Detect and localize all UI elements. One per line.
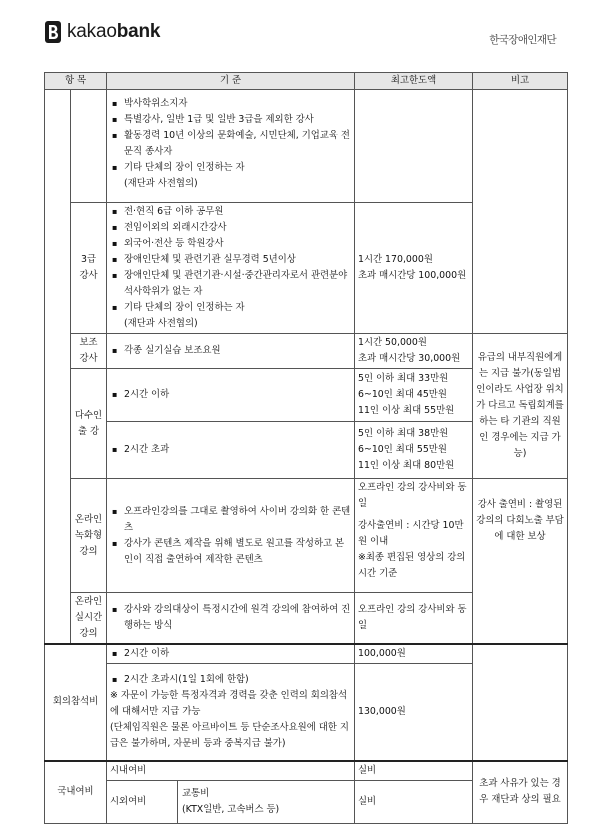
limit-cell: 실비 bbox=[355, 761, 473, 781]
header-criteria: 기 준 bbox=[107, 73, 355, 90]
kakaobank-b-icon bbox=[45, 21, 61, 43]
limit-value: 강사출연비 : 시간당 10만원 이내 bbox=[358, 520, 464, 547]
list-item: ▪ 강사와 강의대상이 특정시간에 원격 강의에 참여하여 진행하는 방식 bbox=[110, 602, 351, 634]
criteria-cell bbox=[107, 369, 355, 422]
limit-cell bbox=[355, 422, 473, 479]
list-item: ▪ 활동경력 10년 이상의 문화예술, 시민단체, 기업교육 전문직 종사자 bbox=[110, 128, 351, 160]
remark-cell: 강사 출연비 : 촬영된 강의의 다회노출 부담에 대한 보상 bbox=[473, 479, 568, 645]
sub-item-detail bbox=[178, 781, 283, 823]
criteria-cell bbox=[107, 90, 355, 203]
item-label: 온라인 bbox=[74, 513, 103, 525]
list-item: ▪ 전임이외의 외래시간강사 bbox=[110, 220, 351, 236]
limit-value: 1시간 50,000원 bbox=[358, 337, 427, 348]
kakaobank-wordmark: kakaobank bbox=[67, 21, 161, 42]
criteria-cell bbox=[107, 334, 355, 369]
limit-cell: 실비 bbox=[355, 781, 473, 824]
item-label: 보조 bbox=[79, 337, 98, 348]
item-label: 강의 bbox=[79, 545, 98, 557]
remark-cell: 초과 사유가 있는 경우 재단과 상의 필요 bbox=[473, 761, 568, 824]
item-cell bbox=[71, 334, 107, 369]
foundation-wordmark: 한국장애인재단 bbox=[489, 34, 556, 46]
group-cell-lecturer bbox=[45, 90, 71, 645]
sub-item-label: 시외여비 bbox=[107, 781, 178, 823]
item-cell: 국내여비 bbox=[45, 761, 107, 824]
criteria-cell bbox=[107, 593, 355, 645]
limit-value: 초과 매시간당 100,000원 bbox=[358, 270, 467, 281]
detail-text: (KTX일반, 고속버스 등) bbox=[182, 804, 280, 815]
criteria-cell bbox=[107, 644, 355, 664]
list-item: ▪ 2시간 초과시(1일 1회에 한함) bbox=[110, 672, 351, 688]
table-row bbox=[45, 90, 568, 203]
item-cell bbox=[71, 369, 107, 479]
limit-cell bbox=[355, 203, 473, 334]
header-remark: 비고 bbox=[473, 73, 568, 90]
item-label: 온라인 bbox=[74, 596, 103, 607]
item-label: 강사 bbox=[79, 270, 98, 281]
limit-cell bbox=[355, 334, 473, 369]
criteria-note: (단체임직원은 물론 아르바이트 등 단순조사요원에 대한 지급은 불가하며, 자문비 등과 중복지급 불가) bbox=[110, 721, 349, 749]
list-item: ▪ 외국어·전산 등 학원강사 bbox=[110, 236, 351, 252]
remark-cell bbox=[473, 644, 568, 761]
limit-note: ※최종 편집된 영상의 강의시간 기준 bbox=[358, 552, 466, 579]
criteria-note: (재단과 사전협의) bbox=[124, 318, 198, 329]
list-item: ▪ 각종 실기실습 보조요원 bbox=[110, 343, 351, 359]
limit-value: 6~10인 최대 55만원 bbox=[358, 444, 447, 455]
item-label: 강사 bbox=[79, 353, 98, 364]
list-item: ▪ 기타 단체의 장이 인정하는 자 bbox=[110, 160, 351, 176]
limit-value: 초과 매시간당 30,000원 bbox=[358, 353, 461, 364]
limit-cell bbox=[355, 90, 473, 203]
list-item: ▪ 기타 단체의 장이 인정하는 자 bbox=[110, 300, 351, 316]
detail-text: 교통비 bbox=[182, 788, 210, 799]
criteria-cell bbox=[107, 479, 355, 593]
table-row bbox=[45, 644, 568, 664]
list-item: ▪ 특별강사, 일반 1급 및 일반 3급을 제외한 강사 bbox=[110, 112, 351, 128]
table-row bbox=[45, 334, 568, 369]
remark-cell bbox=[473, 90, 568, 334]
item-cell bbox=[71, 479, 107, 593]
item-cell: 회의참석비 bbox=[45, 644, 107, 761]
criteria-note: ※ 자문이 가능한 특정자격과 경력을 갖춘 인력의 회의참석에 대해서만 지급 가능 bbox=[110, 689, 348, 717]
limit-value: 5인 이하 최대 33만원 bbox=[358, 373, 449, 384]
limit-value: 오프라인 강의 강사비와 동일 bbox=[358, 482, 467, 509]
kakaobank-logo bbox=[45, 21, 160, 43]
item-cell bbox=[71, 203, 107, 334]
item-label: 3급 bbox=[80, 254, 97, 265]
expense-criteria-table bbox=[44, 72, 568, 824]
list-item: ▪ 장애인단체 및 관련기관·시설·중간관리자로서 관련분야 석사학위가 없는 자 bbox=[110, 268, 351, 300]
page-header bbox=[0, 0, 611, 70]
remark-cell: 유급의 내부직원에게는 지급 불가(동일법인이라도 사업장 위치가 다르고 독립회계를 하는 타 기관의 직원인 경우에는 지급 가능) bbox=[473, 334, 568, 479]
limit-value: 1시간 170,000원 bbox=[358, 254, 433, 265]
limit-value: 11인 이상 최대 80만원 bbox=[358, 460, 455, 471]
item-label: 출 강 bbox=[77, 425, 100, 437]
item-label: 다수인 bbox=[74, 409, 103, 421]
limit-value: 6~10인 최대 45만원 bbox=[358, 389, 447, 400]
list-item: ▪ 전·현직 6급 이하 공무원 bbox=[110, 204, 351, 220]
table-header-row bbox=[45, 73, 568, 90]
limit-cell bbox=[355, 369, 473, 422]
limit-value: 11인 이상 최대 55만원 bbox=[358, 405, 455, 416]
item-cell bbox=[71, 90, 107, 203]
limit-cell: 100,000원 bbox=[355, 644, 473, 664]
criteria-cell bbox=[107, 203, 355, 334]
header-limit: 최고한도액 bbox=[355, 73, 473, 90]
list-item: ▪ 2시간 초과 bbox=[110, 442, 351, 458]
item-cell bbox=[71, 593, 107, 645]
list-item: ▪ 박사학위소지자 bbox=[110, 96, 351, 112]
korea-disability-foundation-logo bbox=[487, 32, 556, 47]
limit-cell: 오프라인 강의 강사비와 동일 bbox=[355, 593, 473, 645]
table-row bbox=[45, 761, 568, 781]
list-item: ▪ 오프라인강의를 그대로 촬영하여 사이버 강의화 한 콘텐츠 bbox=[110, 504, 351, 536]
item-label: 강의 bbox=[79, 628, 98, 639]
criteria-cell bbox=[107, 422, 355, 479]
criteria-note: (재단과 사전협의) bbox=[124, 178, 198, 189]
sub-item-cell: 시내여비 bbox=[107, 761, 355, 781]
item-label: 실시간 bbox=[74, 612, 103, 623]
limit-value: 5인 이하 최대 38만원 bbox=[358, 428, 449, 439]
limit-cell: 130,000원 bbox=[355, 664, 473, 761]
list-item: ▪ 2시간 이하 bbox=[110, 387, 351, 403]
list-item: ▪ 2시간 이하 bbox=[110, 646, 351, 662]
limit-cell bbox=[355, 479, 473, 593]
header-item: 항 목 bbox=[45, 73, 107, 90]
criteria-cell bbox=[107, 664, 355, 761]
sub-item-cell bbox=[107, 781, 355, 824]
item-label: 녹화형 bbox=[74, 529, 103, 541]
list-item: ▪ 장애인단체 및 관련기관 실무경력 5년이상 bbox=[110, 252, 351, 268]
list-item: ▪ 강사가 콘텐츠 제작을 위해 별도로 원고를 작성하고 본인이 직접 출연하여 제작한 콘텐츠 bbox=[110, 536, 351, 568]
table-row bbox=[45, 479, 568, 593]
